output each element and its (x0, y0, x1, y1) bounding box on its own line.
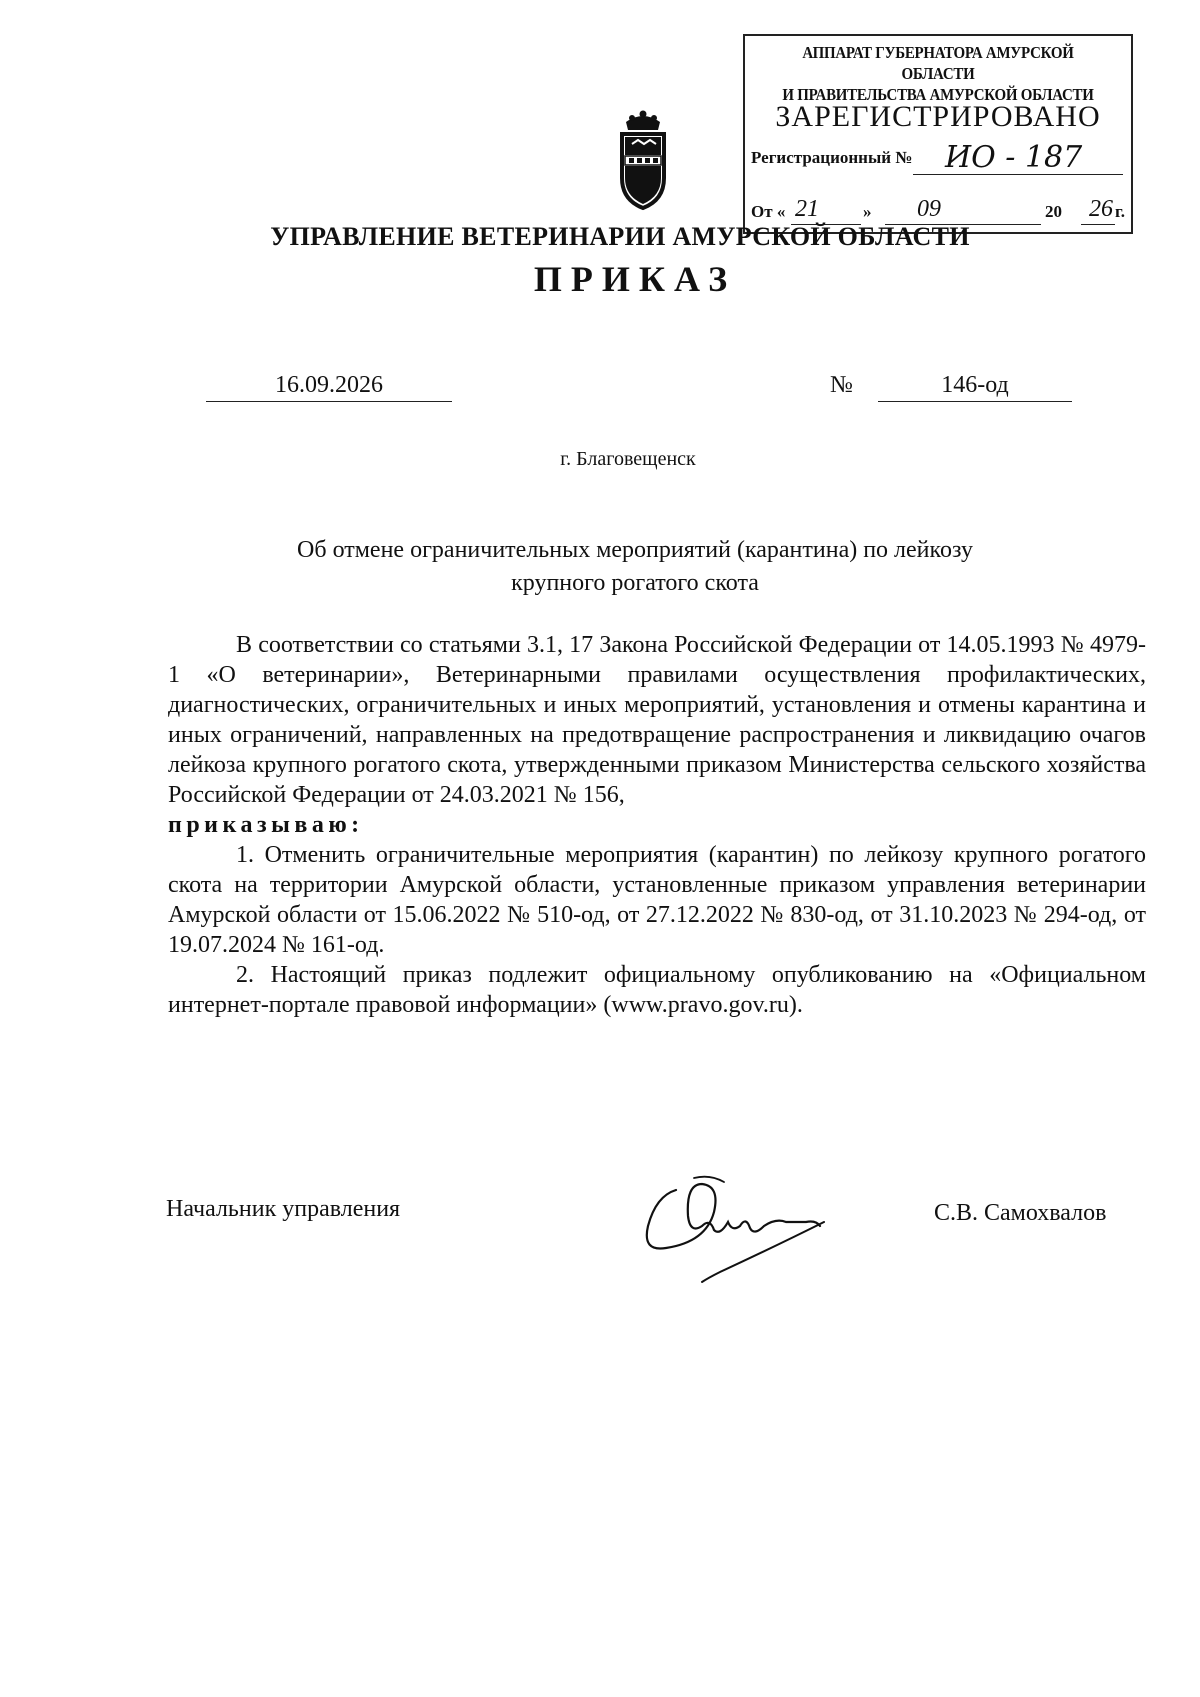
stamp-org-line1: АППАРАТ ГУБЕРНАТОРА АМУРСКОЙ ОБЛАСТИ (802, 43, 1074, 83)
order-number: 146-од (878, 372, 1072, 402)
order-body (168, 630, 1146, 1020)
registration-stamp (743, 34, 1133, 234)
order-item-2: 2. Настоящий приказ подлежит официальному опубликованию на «Официальном интернет-портале правовой информации» (www.pravo.gov.ru). (168, 962, 1146, 1018)
document-type: ПРИКАЗ (533, 259, 737, 299)
order-number-sign: № (830, 372, 853, 398)
subject-line1: Об отмене ограничительных мероприятий (карантина) по лейкозу (297, 537, 973, 563)
stamp-day-close: » (863, 202, 872, 221)
stamp-month: 09 (917, 196, 941, 222)
signatory-title: Начальник управления (166, 1196, 401, 1222)
issuing-authority-text: УПРАВЛЕНИЕ ВЕТЕРИНАРИИ АМУРСКОЙ ОБЛАСТИ (270, 222, 970, 251)
stamp-organization (768, 42, 1108, 105)
order-item-1: 1. Отменить ограничительные мероприятия (карантин) по лейкозу крупного рогатого скота на территории Амурской области, установленные приказом управления ветеринарии Амурской области от 15.06.2022 № 510-од, от 27.12.2022 № 830-од, от 31.10.2023 № 294-од, от 19.07.2024 № 161-од. (168, 842, 1146, 958)
subject-line2: крупного рогатого скота (511, 570, 759, 596)
order-word: приказываю: (168, 812, 364, 838)
stamp-status: ЗАРЕГИСТРИРОВАНО (775, 100, 1101, 133)
stamp-year-unit: г. (1115, 202, 1126, 221)
stamp-reg-label: Регистрационный № (751, 148, 913, 167)
stamp-year-prefix: 20 (1045, 202, 1062, 221)
handwritten-signature (636, 1156, 856, 1286)
signatory-name: С.В. Самохвалов (934, 1200, 1107, 1226)
stamp-org-line2: И ПРАВИТЕЛЬСТВА АМУРСКОЙ ОБЛАСТИ (782, 85, 1094, 104)
order-date: 16.09.2026 (206, 372, 452, 402)
order-subject (170, 534, 1100, 600)
stamp-reg-number: ИО - 187 (945, 140, 1083, 175)
city: г. Благовещенск (560, 448, 696, 470)
issuing-authority (0, 222, 1200, 252)
stamp-date-label: От « (751, 202, 786, 221)
stamp-day: 21 (795, 196, 819, 222)
preamble-paragraph: В соответствии со статьями 3.1, 17 Закона Российской Федерации от 14.05.1993 № 4979-1 «О ветеринарии», Ветеринарными правилами осуществления профилактических, диагностических, ограничительных и иных мероприятий, установления и отмены карантина и иных ограничений, направленных на предотвращение распространения и ликвидацию очагов лейкоза крупного рогатого скота, утвержденными приказом Министерства сельского хозяйства Российской Федерации от 24.03.2021 № 156, (168, 632, 1146, 808)
stamp-year-suffix: 26 (1089, 196, 1113, 222)
amur-region-coat-of-arms-icon (612, 108, 674, 216)
